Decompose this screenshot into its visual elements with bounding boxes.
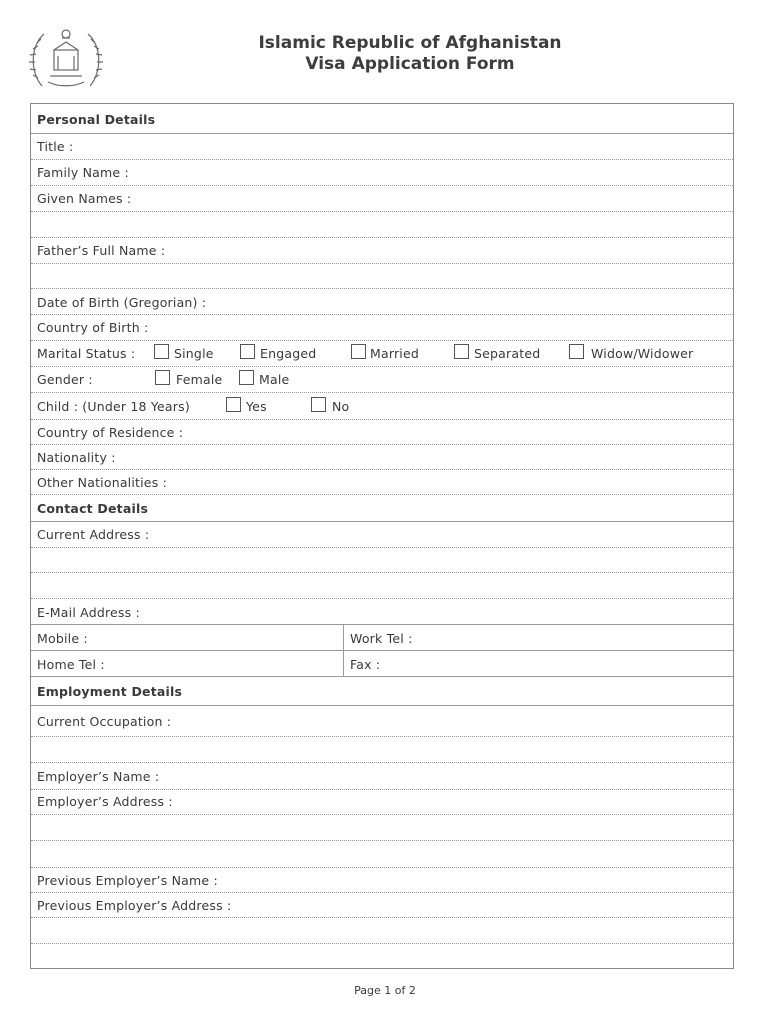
male-option-label: Male (259, 372, 290, 387)
personal-details-heading: Personal Details (37, 112, 156, 127)
separated-option-label: Separated (474, 346, 541, 361)
female-checkbox[interactable] (155, 370, 170, 385)
hometel-fax-row (31, 650, 733, 677)
email-label: E-Mail Address : (37, 605, 140, 620)
widow-widower-checkbox[interactable] (569, 344, 584, 359)
child-label: Child : (Under 18 Years) (37, 399, 190, 414)
other-nationalities-field[interactable] (31, 469, 733, 495)
child-yes-checkbox[interactable] (226, 397, 241, 412)
married-option-label: Married (370, 346, 420, 361)
married-checkbox[interactable] (351, 344, 366, 359)
previous-employer-name-field[interactable] (31, 867, 733, 893)
current-address-line3-field[interactable] (31, 572, 733, 599)
family-name-label: Family Name : (37, 165, 129, 180)
male-checkbox[interactable] (239, 370, 254, 385)
other-nationalities-label: Other Nationalities : (37, 475, 167, 490)
current-address-label: Current Address : (37, 527, 150, 542)
nationality-label: Nationality : (37, 450, 116, 465)
father-name-continuation-field[interactable] (31, 263, 733, 289)
single-option-label: Single (174, 346, 214, 361)
form-subtitle: Visa Application Form (305, 54, 515, 74)
employment-details-heading: Employment Details (37, 684, 183, 699)
afghanistan-emblem-icon (28, 24, 104, 94)
given-names-label: Given Names : (37, 191, 132, 206)
country-of-residence-label: Country of Residence : (37, 425, 184, 440)
child-yes-option-label: Yes (246, 399, 267, 414)
marital-status-label: Marital Status : (37, 346, 136, 361)
mobile-label: Mobile : (37, 631, 88, 646)
female-option-label: Female (176, 372, 223, 387)
marital-status-row (31, 340, 733, 367)
email-field[interactable] (31, 598, 733, 625)
child-no-option-label: No (332, 399, 350, 414)
father-name-field[interactable] (31, 237, 733, 264)
current-address-field[interactable] (31, 521, 733, 548)
given-names-continuation-field[interactable] (31, 211, 733, 238)
gender-label: Gender : (37, 372, 93, 387)
previous-employer-address-field[interactable] (31, 892, 733, 918)
father-name-label: Father’s Full Name : (37, 243, 166, 258)
visa-application-form (30, 103, 734, 969)
column-divider (343, 624, 344, 650)
country-of-residence-field[interactable] (31, 419, 733, 445)
title-label: Title : (37, 139, 74, 154)
employer-address-line3-field[interactable] (31, 840, 733, 868)
section-personal-details (31, 104, 733, 134)
current-address-line2-field[interactable] (31, 547, 733, 573)
current-occupation-line2-field[interactable] (31, 736, 733, 763)
child-no-checkbox[interactable] (311, 397, 326, 412)
title-field[interactable] (31, 133, 733, 160)
contact-details-heading: Contact Details (37, 501, 149, 516)
nationality-field[interactable] (31, 444, 733, 470)
widow-widower-option-label: Widow/Widower (591, 346, 694, 361)
engaged-checkbox[interactable] (240, 344, 255, 359)
engaged-option-label: Engaged (260, 346, 317, 361)
employer-address-label: Employer’s Address : (37, 794, 173, 809)
home-tel-label: Home Tel : (37, 657, 105, 672)
dob-label: Date of Birth (Gregorian) : (37, 295, 207, 310)
column-divider (343, 650, 344, 676)
current-occupation-field[interactable] (31, 705, 733, 737)
previous-employer-address-line3-field[interactable] (31, 943, 733, 969)
current-occupation-label: Current Occupation : (37, 714, 172, 729)
employer-name-field[interactable] (31, 762, 733, 790)
single-checkbox[interactable] (154, 344, 169, 359)
child-row (31, 392, 733, 420)
section-contact-details (31, 494, 733, 522)
previous-employer-name-label: Previous Employer’s Name : (37, 873, 218, 888)
family-name-field[interactable] (31, 159, 733, 186)
work-tel-label: Work Tel : (350, 631, 413, 646)
previous-employer-address-line2-field[interactable] (31, 917, 733, 944)
employer-address-field[interactable] (31, 789, 733, 815)
employer-name-label: Employer’s Name : (37, 769, 160, 784)
section-employment-details (31, 676, 733, 706)
country-of-birth-field[interactable] (31, 314, 733, 341)
form-title: Islamic Republic of Afghanistan (258, 33, 562, 53)
country-of-birth-label: Country of Birth : (37, 320, 149, 335)
dob-field[interactable] (31, 288, 733, 315)
fax-label: Fax : (350, 657, 381, 672)
gender-row (31, 366, 733, 393)
mobile-worktel-row (31, 624, 733, 651)
separated-checkbox[interactable] (454, 344, 469, 359)
given-names-field[interactable] (31, 185, 733, 212)
previous-employer-address-label: Previous Employer’s Address : (37, 898, 232, 913)
page-number: Page 1 of 2 (354, 984, 416, 997)
employer-address-line2-field[interactable] (31, 814, 733, 841)
